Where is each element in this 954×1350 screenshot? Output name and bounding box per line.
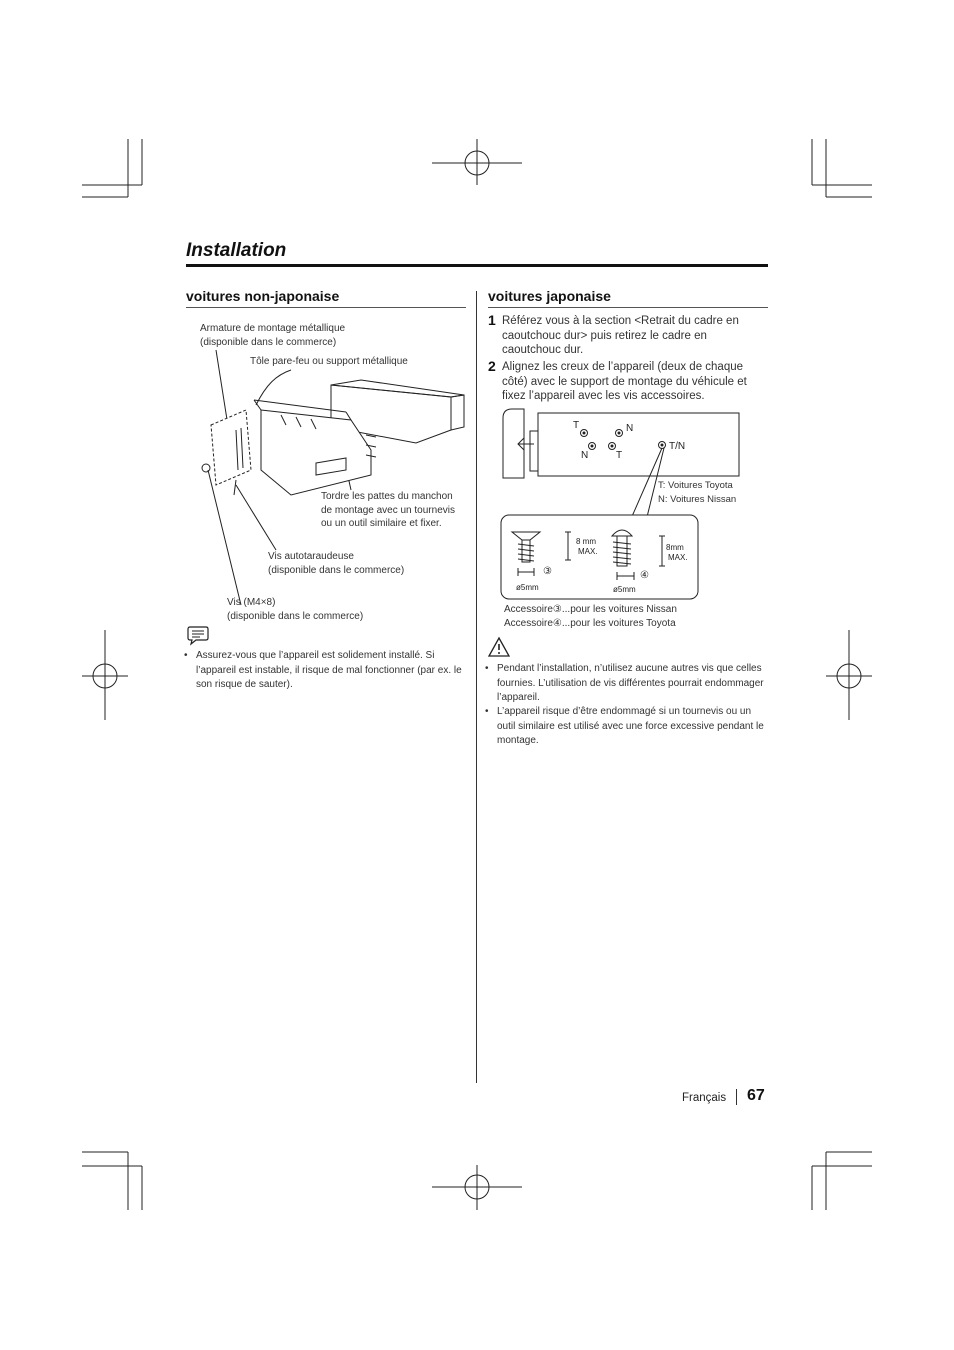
diagram-tn: T/N [669, 441, 686, 452]
warning-icon [488, 637, 510, 657]
screw3-size-max: MAX. [578, 547, 598, 556]
label-vis-m4: Vis (M4×8) (disponible dans le commerce) [227, 597, 364, 622]
screw4-mark: ④ [640, 570, 649, 581]
screw3-diameter: ø5mm [516, 583, 539, 592]
label-tole: Tôle pare-feu ou support métallique [250, 356, 408, 367]
diagram-n-top: N [626, 423, 634, 434]
label-armature: Armature de montage métallique (disponible dans le commerce) [200, 323, 346, 348]
screw4-size-max: MAX. [668, 553, 688, 562]
note-text: • Assurez-vous que l’appareil est solidement installé. Si l’appareil est instable, il risque de mal fonctionner (par ex. le son risque de sauter). [196, 649, 466, 693]
alignment-diagram [500, 406, 760, 481]
footer-language: Français [682, 1092, 727, 1104]
section-rule [186, 307, 466, 308]
section-heading-japanese: voitures japonaise [488, 288, 611, 304]
diagram-t-top: T [573, 420, 580, 431]
step-2-text: Alignez les creux de l’appareil (deux de chaque côté) avec le support de montage du véhicule et fixez l’appareil avec les vis accessoires. [502, 361, 747, 402]
step-1-text: Référez vous à la section <Retrait du cadre en caoutchouc dur> puis retirez le cadre en caoutchouc dur. [502, 315, 739, 356]
accessory-screws-box [500, 514, 700, 600]
accessory-list: Accessoire③...pour les voitures Nissan Accessoire④...pour les voitures Toyota [504, 604, 677, 629]
warning-1: • Pendant l’installation, n’utilisez aucune autres vis que celles fournies. L’utilisation de vis différentes pourrait endommager l’appareil. [497, 662, 769, 706]
screw4-size: 8mm [666, 543, 684, 552]
footer-divider [736, 1089, 737, 1105]
diagram-n-bottom: N [581, 450, 589, 461]
screw3-size: 8 mm [576, 537, 596, 546]
step-2-number: 2 [488, 358, 496, 374]
diagram-t-bottom: T [616, 450, 623, 461]
section-rule [488, 307, 768, 308]
label-tordre: Tordre les pattes du manchon de montage avec un tournevis ou un outil similaire et fixer. [321, 491, 455, 529]
screw4-diameter: ø5mm [613, 585, 636, 594]
step-1-number: 1 [488, 312, 496, 328]
diagram-legend: T: Voitures Toyota N: Voitures Nissan [658, 480, 737, 505]
column-divider [476, 291, 477, 1083]
page-number: 67 [747, 1087, 765, 1104]
label-vis-autotaraudeuse: Vis autotaraudeuse (disponible dans le commerce) [268, 551, 405, 576]
screw3-mark: ③ [543, 566, 552, 577]
title-rule [186, 264, 768, 267]
page-title: Installation [186, 240, 287, 261]
note-icon [186, 625, 210, 645]
warning-2: • L’appareil risque d’être endommagé si un tournevis ou un outil similaire est utilisé avec une force excessive pendant le montage. [497, 705, 769, 749]
section-heading-non-japanese: voitures non-japonaise [186, 288, 340, 304]
